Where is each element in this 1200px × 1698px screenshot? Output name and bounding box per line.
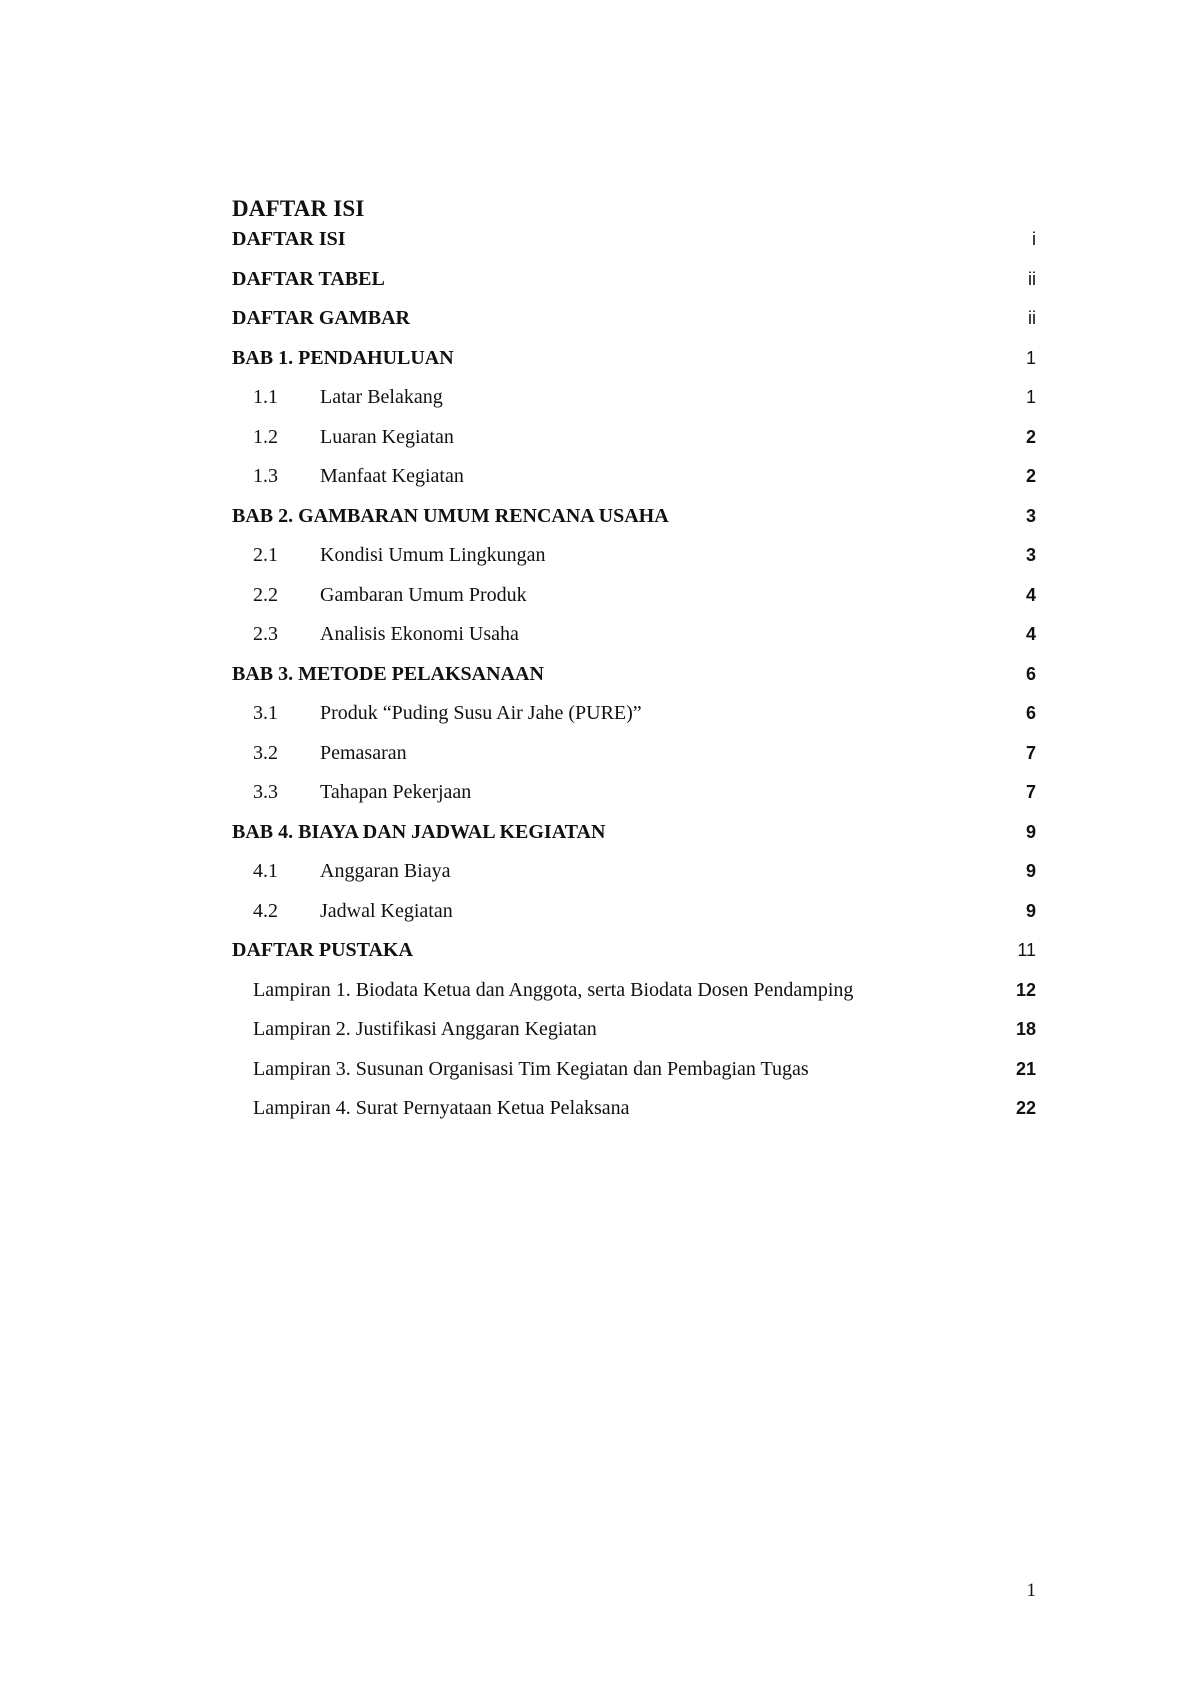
toc-entry[interactable] xyxy=(232,817,1036,857)
toc-entry-page: 3 xyxy=(1025,545,1036,565)
toc-entry-page: 22 xyxy=(1015,1098,1036,1118)
toc-entry-page: ii xyxy=(1028,308,1036,328)
toc-entry-page: 9 xyxy=(1025,900,1036,921)
toc-entry-page: 7 xyxy=(1025,782,1036,802)
toc-entry-page: 9 xyxy=(1025,861,1036,881)
toc-entry[interactable] xyxy=(232,540,1036,580)
toc-entry-text: BAB 3. METODE PELAKSANAAN xyxy=(232,662,544,685)
toc-entry-page: 2 xyxy=(1025,426,1036,447)
toc-entry[interactable] xyxy=(232,382,1036,422)
toc-entry[interactable] xyxy=(232,619,1036,659)
toc-entry[interactable] xyxy=(232,501,1036,541)
toc-entry-page: 7 xyxy=(1025,742,1036,763)
toc-entry[interactable] xyxy=(232,896,1036,936)
toc-entry-text: DAFTAR ISI xyxy=(232,228,346,250)
toc-entry[interactable] xyxy=(232,1093,1036,1133)
toc-entry[interactable] xyxy=(232,698,1036,738)
toc-entry[interactable] xyxy=(232,224,1036,264)
toc-entry-page: 12 xyxy=(1015,979,1036,1000)
toc-list xyxy=(232,224,1036,1133)
toc-entry[interactable] xyxy=(232,856,1036,896)
toc-entry-text: BAB 4. BIAYA DAN JADWAL KEGIATAN xyxy=(232,820,606,843)
toc-entry-text: Lampiran 3. Susunan Organisasi Tim Kegiatan dan Pembagian Tugas xyxy=(253,1057,809,1080)
toc-entry-page: 6 xyxy=(1025,703,1036,723)
toc-entry-text: Anggaran Biaya xyxy=(320,860,451,882)
toc-entry[interactable] xyxy=(232,461,1036,501)
toc-entry[interactable] xyxy=(232,264,1036,304)
toc-entry-number: 1.1 xyxy=(253,386,278,408)
toc-entry-text: Lampiran 2. Justifikasi Anggaran Kegiatan xyxy=(253,1018,597,1040)
toc-entry-page: 2 xyxy=(1025,466,1036,486)
toc-entry[interactable] xyxy=(232,1014,1036,1054)
toc-entry-page: 9 xyxy=(1025,821,1036,842)
toc-entry-page: 1 xyxy=(1025,387,1036,407)
toc-entry-text: BAB 2. GAMBARAN UMUM RENCANA USAHA xyxy=(232,504,669,527)
toc-entry-number: 1.2 xyxy=(253,425,278,448)
toc-entry-text: Lampiran 1. Biodata Ketua dan Anggota, serta Biodata Dosen Pendamping xyxy=(253,978,854,1001)
toc-entry-text: DAFTAR TABEL xyxy=(232,267,385,290)
toc-entry[interactable] xyxy=(232,659,1036,699)
toc-entry-text: BAB 1. PENDAHULUAN xyxy=(232,346,454,369)
toc-entry-text: Lampiran 4. Surat Pernyataan Ketua Pelaksana xyxy=(253,1097,630,1119)
toc-entry-page: 21 xyxy=(1015,1058,1036,1079)
page-number: 1 xyxy=(1026,1580,1036,1601)
toc-entry[interactable] xyxy=(232,1054,1036,1094)
toc-entry-text: Jadwal Kegiatan xyxy=(320,899,453,922)
toc-entry-number: 4.1 xyxy=(253,860,278,882)
toc-entry-number: 4.2 xyxy=(253,899,278,922)
toc-entry-text: DAFTAR PUSTAKA xyxy=(232,939,413,961)
toc-entry-page: 6 xyxy=(1025,663,1036,684)
toc-entry-page: 3 xyxy=(1025,505,1036,526)
toc-entry-number: 3.3 xyxy=(253,781,278,803)
toc-entry[interactable] xyxy=(232,580,1036,620)
toc-entry-text: Luaran Kegiatan xyxy=(320,425,454,448)
toc-entry-text: Produk “Puding Susu Air Jahe (PURE)” xyxy=(320,702,642,724)
toc-entry[interactable] xyxy=(232,303,1036,343)
toc-entry[interactable] xyxy=(232,935,1036,975)
toc-entry-text: Pemasaran xyxy=(320,741,407,764)
toc-entry-text: Analisis Ekonomi Usaha xyxy=(320,623,519,645)
toc-entry-number: 3.1 xyxy=(253,702,278,724)
toc-entry[interactable] xyxy=(232,975,1036,1015)
toc-heading: DAFTAR ISI xyxy=(232,196,365,221)
toc-entry-text: Latar Belakang xyxy=(320,386,443,408)
toc-entry[interactable] xyxy=(232,422,1036,462)
toc-entry-number: 2.2 xyxy=(253,583,278,606)
toc-entry-text: Gambaran Umum Produk xyxy=(320,583,527,606)
toc-entry-text: Tahapan Pekerjaan xyxy=(320,781,472,803)
toc-entry[interactable] xyxy=(232,738,1036,778)
toc-entry-number: 2.1 xyxy=(253,544,278,566)
toc-entry-number: 2.3 xyxy=(253,623,278,645)
toc-entry-page: 4 xyxy=(1025,584,1036,605)
toc-entry-text: DAFTAR GAMBAR xyxy=(232,307,410,329)
toc-entry-page: 18 xyxy=(1015,1019,1036,1039)
toc-entry-number: 1.3 xyxy=(253,465,278,487)
toc-entry-page: 4 xyxy=(1025,624,1036,644)
toc-entry-text: Kondisi Umum Lingkungan xyxy=(320,544,546,566)
toc-entry[interactable] xyxy=(232,343,1036,383)
toc-entry-page: i xyxy=(1032,229,1036,249)
toc-entry-page: ii xyxy=(1028,268,1036,289)
toc-entry-text: Manfaat Kegiatan xyxy=(320,465,464,487)
toc-entry-page: 11 xyxy=(1017,940,1036,960)
toc-entry-number: 3.2 xyxy=(253,741,278,764)
toc-entry[interactable] xyxy=(232,777,1036,817)
toc-entry-page: 1 xyxy=(1025,347,1036,368)
